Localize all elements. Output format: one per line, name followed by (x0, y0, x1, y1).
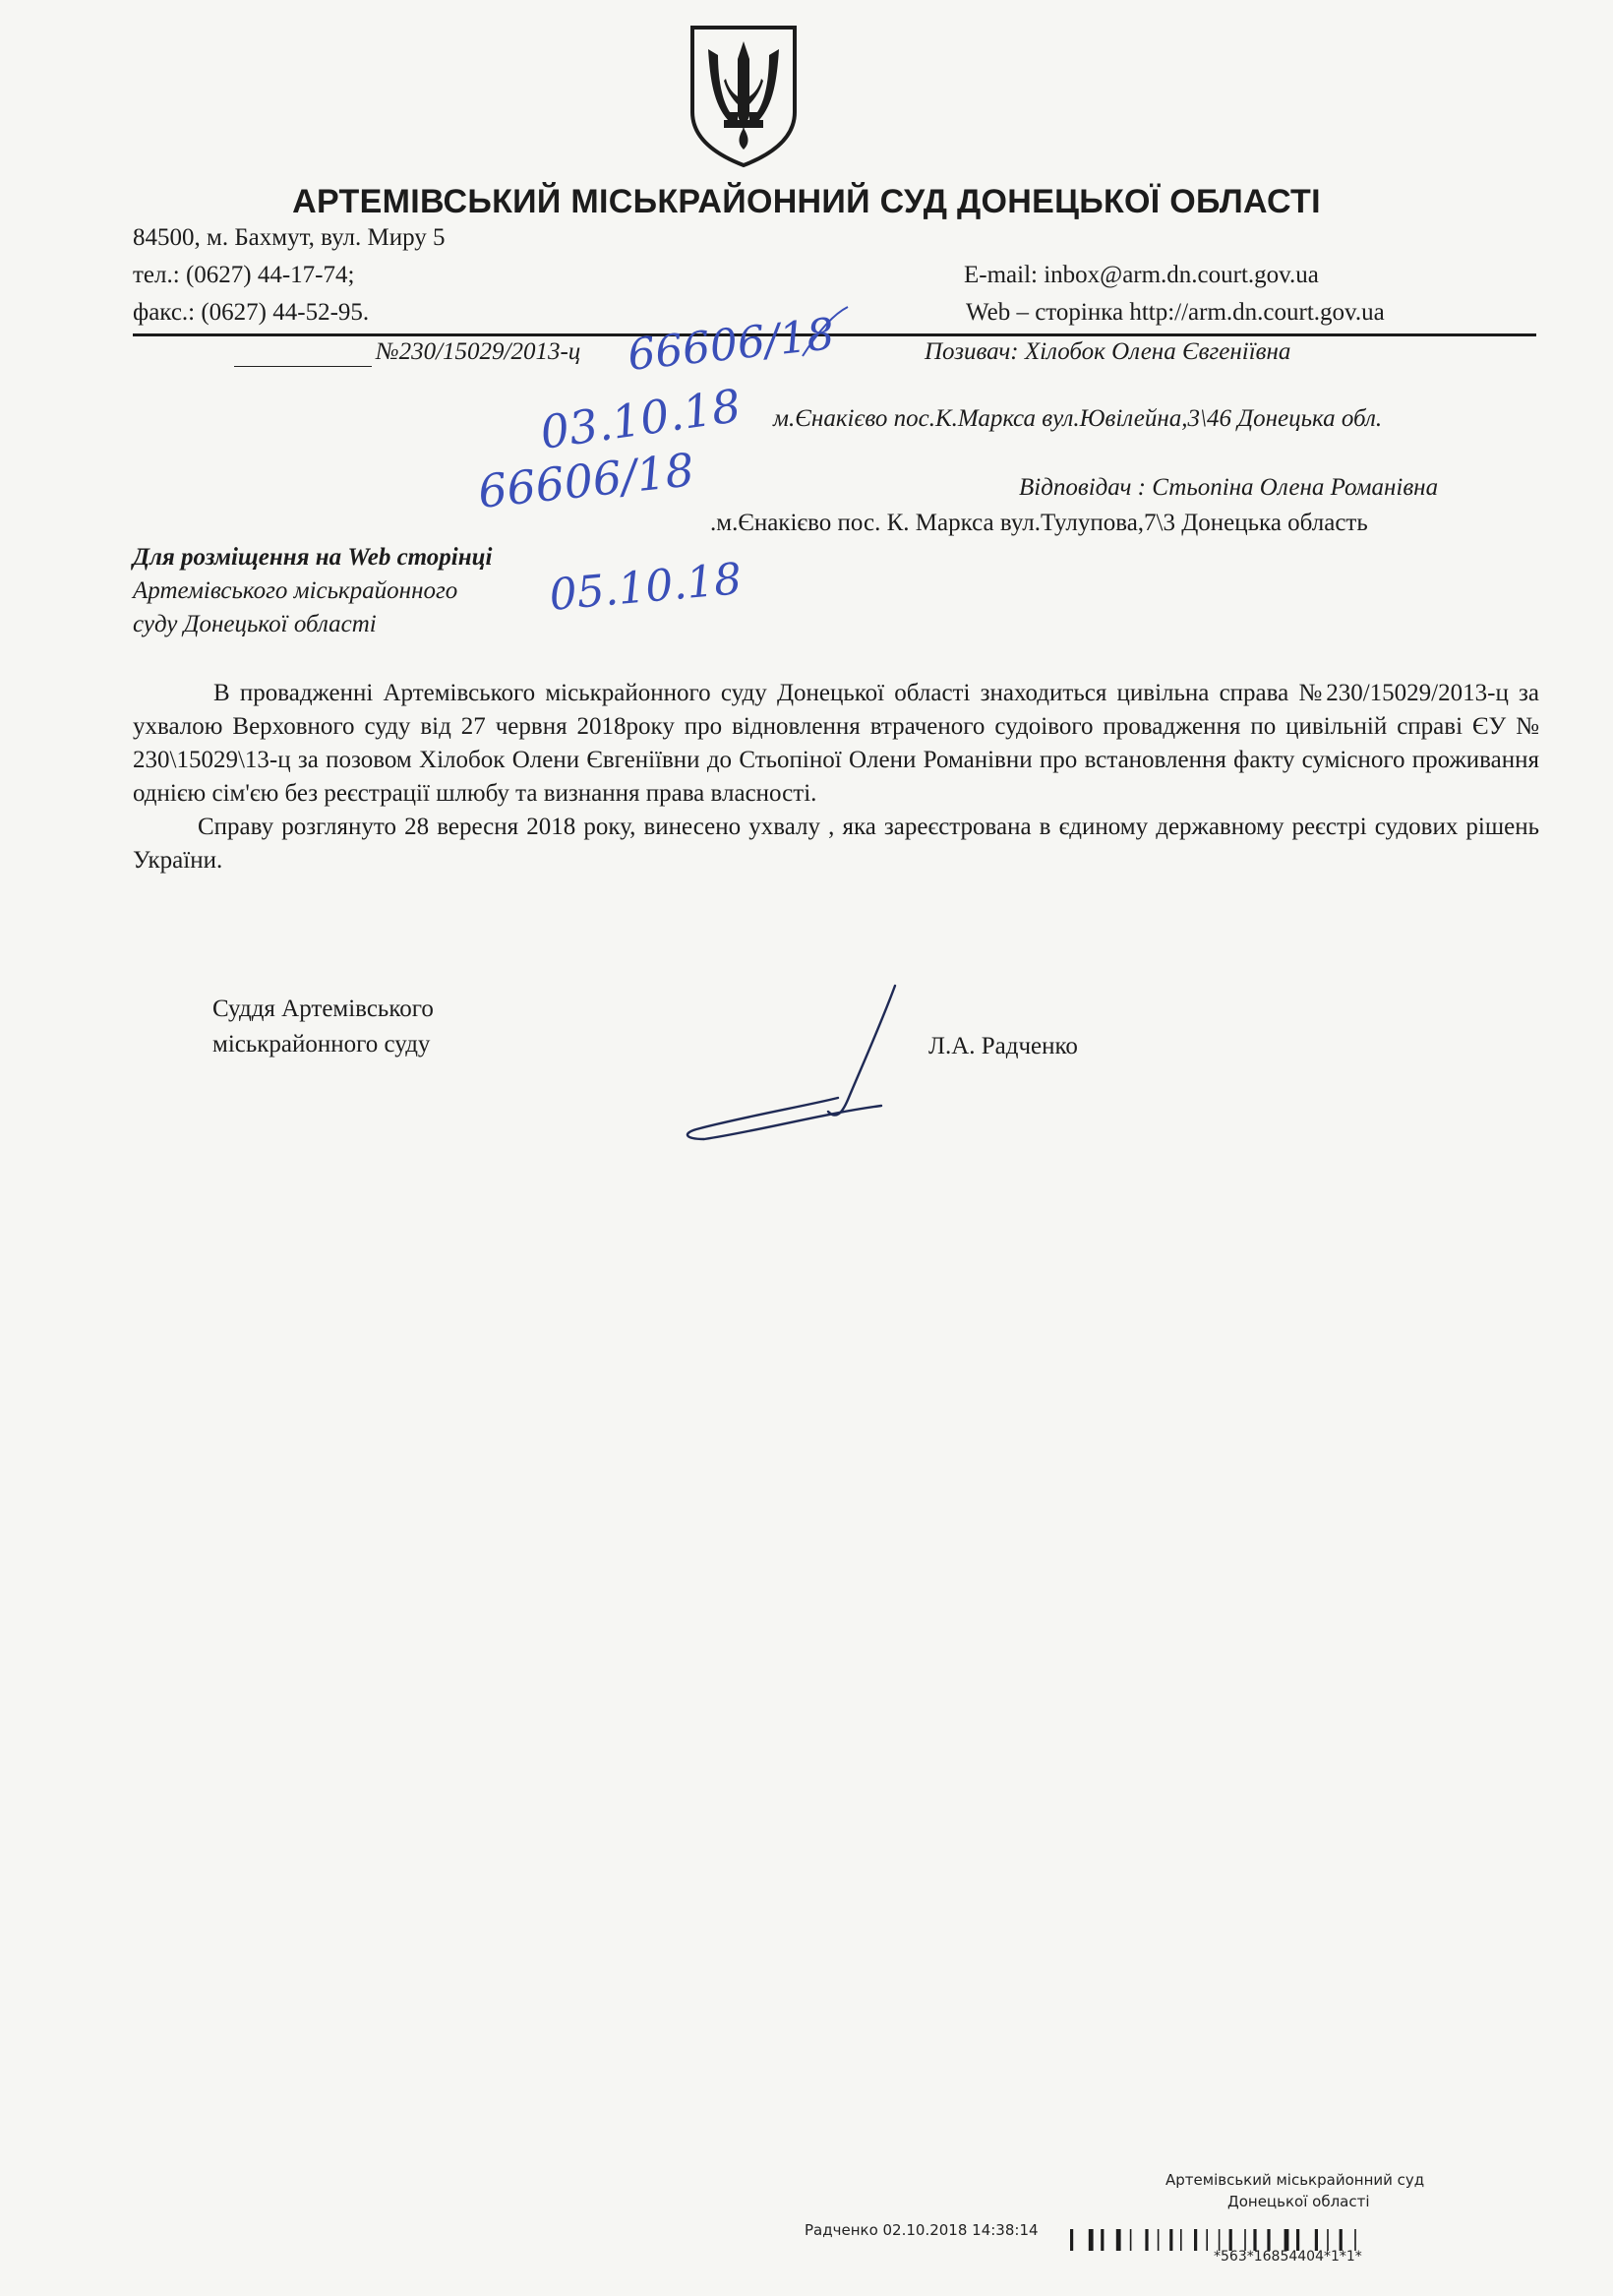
court-web: Web – сторінка http://arm.dn.court.gov.ua (966, 299, 1385, 326)
handwritten-note-1: 66606/18 (625, 309, 837, 381)
barcode-bar (1296, 2229, 1299, 2251)
recipient-line-3: суду Донецької області (133, 611, 377, 637)
judge-signature (687, 986, 895, 1139)
case-number: №230/15029/2013-ц (376, 338, 581, 365)
body-paragraph-2: Справу розглянуто 28 вересня 2018 року, винесено ухвалу , яка зареєстрована в єдиному державному реєстрі судових рішень України. (133, 814, 1539, 874)
judge-title-2: міськрайонного суду (212, 1031, 431, 1057)
stamp-registered: Радченко 02.10.2018 14:38:14 (805, 2221, 1039, 2239)
barcode-bar (1219, 2229, 1221, 2251)
barcode-bar (1244, 2229, 1246, 2251)
court-email: E-mail: inbox@arm.dn.court.gov.ua (964, 262, 1319, 288)
body-text (133, 677, 1539, 877)
body-paragraph-1: В провадженні Артемівського міськрайонного суду Донецької області знаходиться цивільна справа №230/15029/2013-ц за ухвалою Верховного суду від 27 червня 2018року про відновлення втраченого судоівого провадження по цивільній справі ЄУ № 230\15029\13-ц за позовом Хілобок Олени Євгеніївни до Стьопіної Олени Романівни про встановлення факту сумісного проживання однією сім'єю без реєстрації шлюбу та визнання права власності. (133, 680, 1539, 807)
barcode-bar (1070, 2229, 1073, 2251)
barcode-bar (1089, 2229, 1094, 2251)
court-address: 84500, м. Бахмут, вул. Миру 5 (133, 224, 446, 251)
trident-icon (685, 22, 803, 169)
court-phone: тел.: (0627) 44-17-74; (133, 262, 355, 288)
plaintiff: Позивач: Хілобок Олена Євгеніївна (925, 338, 1291, 365)
handwritten-note-2: 03.10.18 (537, 378, 745, 459)
barcode-bar (1180, 2229, 1182, 2251)
handwritten-note-4: 05.10.18 (547, 554, 745, 621)
court-name: АРТЕМІВСЬКИЙ МІСЬКРАЙОННИЙ СУД ДОНЕЦЬКОЇ ОБЛАСТІ (292, 183, 1321, 220)
defendant: Відповідач : Стьопіна Олена Романівна (1019, 474, 1439, 501)
barcode-bar (1340, 2229, 1343, 2251)
judge-name: Л.А. Радченко (928, 1033, 1078, 1059)
barcode-bar (1145, 2229, 1148, 2251)
barcode-text: *563*16854404*1*1* (1214, 2249, 1362, 2265)
barcode-bar (1354, 2229, 1356, 2251)
judge-title-1: Суддя Артемівського (212, 996, 434, 1022)
barcode-bar (1116, 2229, 1121, 2251)
barcode-bar (1253, 2229, 1256, 2251)
stamp-court-line-2: Донецької області (1227, 2193, 1370, 2210)
stamp-court-line-1: Артемівський міськрайонний суд (1165, 2171, 1425, 2189)
barcode-bar (1158, 2229, 1160, 2251)
defendant-address: .м.Єнакієво пос. К. Маркса вул.Тулупова,7\3 Донецька область (710, 510, 1368, 536)
header-divider (133, 333, 1536, 336)
barcode-bar (1169, 2229, 1172, 2251)
case-number-blank (234, 366, 372, 367)
recipient-line-2: Артемівського міськрайонного (133, 577, 458, 604)
barcode-bar (1284, 2229, 1289, 2251)
recipient-line-1: Для розміщення на Web сторінці (133, 544, 493, 571)
court-fax: факс.: (0627) 44-52-95. (133, 299, 370, 326)
barcode-bar (1327, 2229, 1329, 2251)
barcode-bar (1206, 2229, 1208, 2251)
handwritten-note-3: 66606/18 (475, 443, 697, 518)
barcode-bar (1315, 2229, 1318, 2251)
barcode-bar (1229, 2229, 1232, 2251)
plaintiff-address: м.Єнакієво пос.К.Маркса вул.Ювілейна,3\46 Донецька обл. (773, 405, 1383, 432)
ink-stroke (803, 307, 848, 356)
barcode-bar (1194, 2229, 1197, 2251)
barcode-bar (1267, 2229, 1270, 2251)
barcode-bar (1130, 2229, 1132, 2251)
recipient-block (133, 541, 492, 641)
barcode-bar (1101, 2229, 1104, 2251)
